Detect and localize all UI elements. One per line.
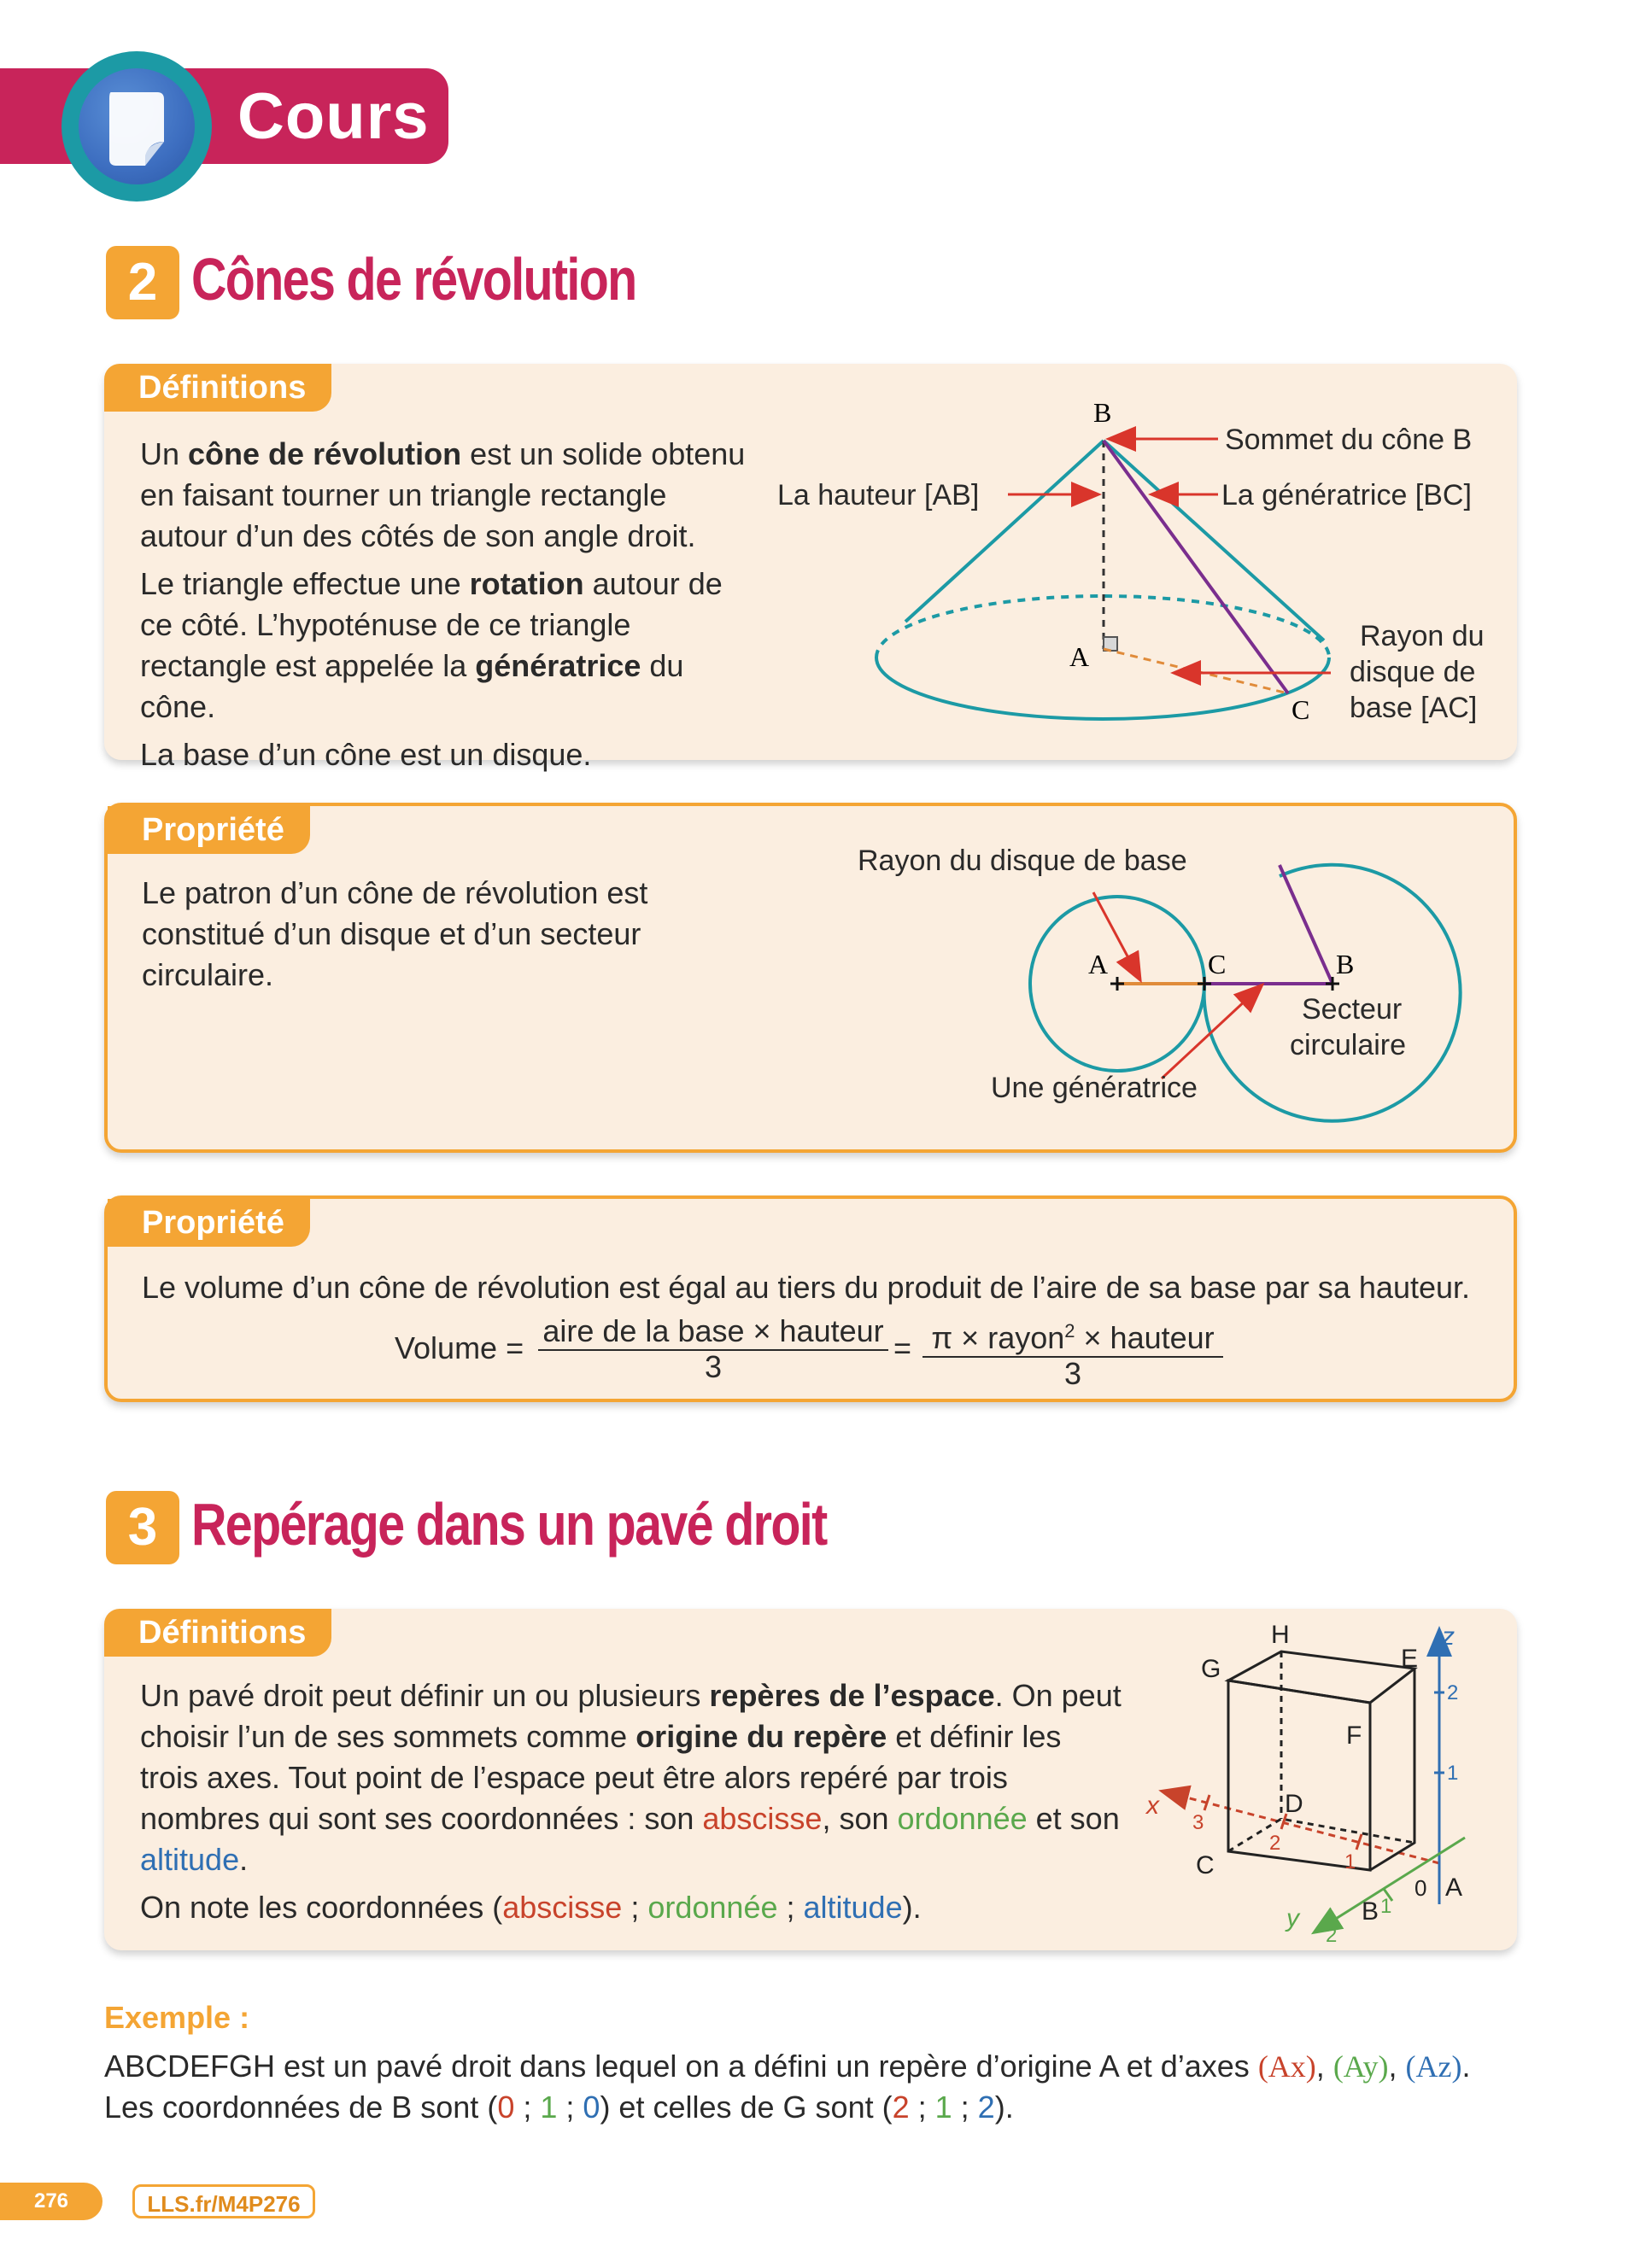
label-x: x [1146, 1792, 1159, 1820]
fraction-1-denominator: 3 [704, 1349, 723, 1384]
edge-bottom-hidden [1228, 1819, 1414, 1851]
page-icon [96, 82, 178, 176]
label-net-rayon: Rayon du disque de base [858, 845, 1187, 877]
definitions-tag: Définitions [104, 364, 331, 412]
property-tag: Propriété [108, 1199, 310, 1247]
label-sommet: Sommet du cône B [1225, 424, 1473, 456]
page-title: Cours [237, 80, 430, 153]
section-title: Repérage dans un pavé droit [191, 1491, 827, 1558]
example-label: Exemple : [104, 2000, 250, 2035]
label-secteur-1: Secteur [1302, 993, 1403, 1026]
label-y1: 1 [1380, 1895, 1392, 1918]
fraction-2-denominator: 3 [1063, 1356, 1082, 1391]
label-B: B [1093, 397, 1112, 428]
label-z2: 2 [1447, 1681, 1459, 1704]
label-z: z [1442, 1622, 1455, 1651]
label-C: C [1292, 694, 1310, 725]
cone-net-figure [846, 833, 1478, 1140]
label-C: C [1196, 1851, 1215, 1879]
example-text: ABCDEFGH est un pavé droit dans lequel on a défini un repère d’origine A et d’axes (Ax), (Ay), (Az). Les coordonnées de B sont (0 ; 1 ; 0) et celles de G sont (2 ; 1 ; 2). [104, 2049, 1471, 2125]
resource-link[interactable]: LLS.fr/M4P276 [132, 2184, 315, 2218]
label-secteur-2: circulaire [1290, 1029, 1407, 1061]
formula-lhs: Volume = [395, 1330, 524, 1365]
label-B: B [1362, 1897, 1379, 1926]
property-tag: Propriété [108, 806, 310, 854]
fraction-1-numerator: aire de la base × hauteur [538, 1313, 888, 1351]
fraction-2-numerator: π × rayon$^2$ × hauteur [922, 1313, 1223, 1358]
cone-side-left [905, 441, 1104, 622]
label-y: y [1286, 1904, 1299, 1932]
label-hauteur: La hauteur [AB] [777, 479, 980, 511]
label-z1: 1 [1447, 1762, 1459, 1785]
label-D: D [1285, 1790, 1303, 1818]
label-rayon-1: Rayon du [1360, 620, 1485, 652]
point-A-mark [1110, 977, 1124, 991]
section-title: Cônes de révolution [191, 246, 636, 313]
label-rayon-2: disque de [1350, 656, 1476, 688]
fraction-2 [922, 1313, 1223, 1390]
definitions-tag: Définitions [104, 1609, 331, 1657]
volume-formula [395, 1313, 1249, 1390]
label-net-generatrice: Une génératrice [991, 1072, 1198, 1104]
pave-figure [1145, 1614, 1486, 1947]
face-front [1228, 1681, 1370, 1870]
definitions-text: Un cône de révolution est un solide obtenu en faisant tourner un triangle rectangle autour d’un des côtés de son angle droit. Le triangle effectue une rotation autour de ce côté. L’hypoténuse de ce triangle rectangle est appelée la génératrice du cône. La base d’un cône est un disque. [140, 436, 746, 772]
label-rayon-3: base [AC] [1350, 692, 1478, 724]
sector-edge [1280, 865, 1332, 984]
label-net-C: C [1208, 949, 1227, 979]
fraction-1 [538, 1313, 888, 1383]
pave-definition-text: Un pavé droit peut définir un ou plusieurs repères de l’espace. On peut choisir l’un de ses sommets comme origine du repère et définir les trois axes. Tout point de l’espace peut être alors repéré par trois nombres qui sont ses coordonnées : son abscisse, son ordonnée et son altitude. On note les coordonnées (abscisse ; ordonnée ; altitude). [140, 1678, 1122, 1925]
label-origin: 0 [1414, 1875, 1427, 1901]
label-A: A [1445, 1873, 1463, 1902]
label-H: H [1271, 1621, 1290, 1649]
label-A: A [1069, 641, 1090, 672]
label-net-A: A [1088, 949, 1109, 979]
label-F: F [1346, 1721, 1362, 1750]
page-number: 276 [0, 2183, 102, 2220]
section-number: 2 [106, 246, 179, 319]
label-x1: 1 [1344, 1850, 1356, 1873]
label-net-B: B [1336, 949, 1355, 979]
cone-side-right [1104, 441, 1324, 640]
label-x2: 2 [1269, 1832, 1281, 1855]
property-volume-text: Le volume d’un cône de révolution est égal au tiers du produit de l’aire de sa base par sa hauteur. [142, 1270, 1471, 1305]
label-E: E [1401, 1645, 1419, 1673]
cone-base-front [876, 658, 1329, 719]
section-number: 3 [106, 1491, 179, 1564]
label-generatrice: La génératrice [BC] [1221, 479, 1472, 511]
arrow-net-generatrice [1162, 986, 1261, 1078]
property-net-text: Le patron d’un cône de révolution est constitué d’un disque et d’un secteur circulaire. [142, 875, 648, 992]
label-G: G [1201, 1655, 1221, 1683]
axis-x-arrow [1163, 1792, 1187, 1797]
label-x3: 3 [1192, 1811, 1204, 1834]
formula-equals: = [893, 1330, 912, 1365]
cone-figure [769, 393, 1512, 743]
label-y2: 2 [1326, 1924, 1338, 1947]
